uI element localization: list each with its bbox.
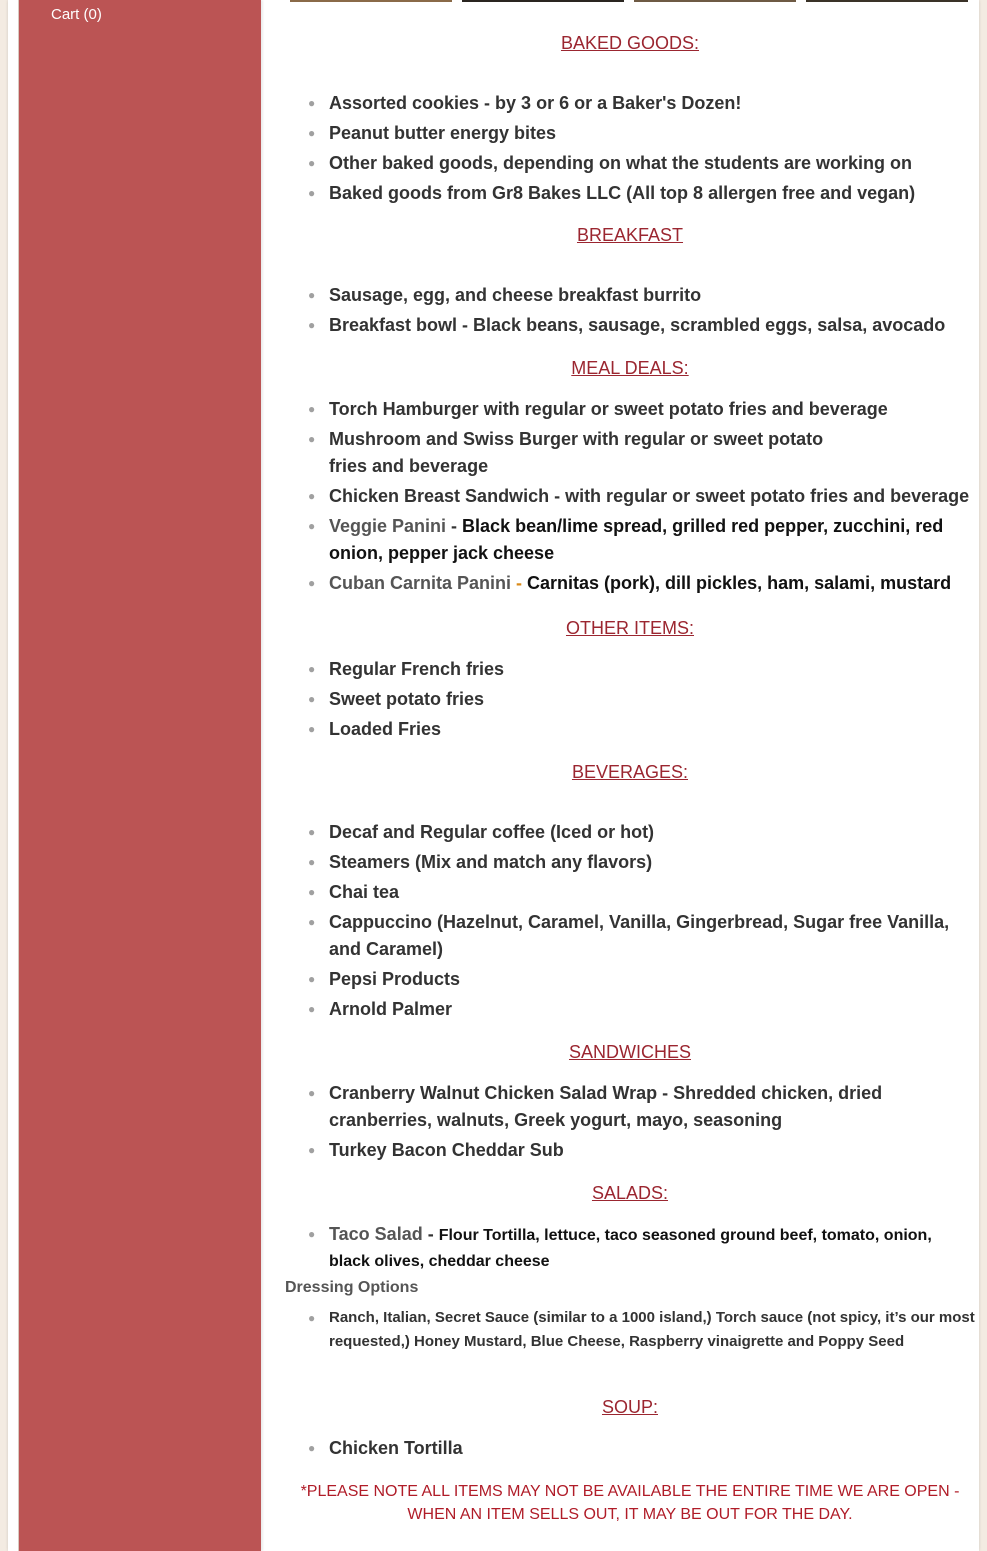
section-heading-beverages: BEVERAGES:: [571, 762, 689, 782]
list-item: ● Cappuccino (Hazelnut, Caramel, Vanilla, Gingerbread, Sugar free Vanilla, and Caramel): [308, 912, 950, 959]
breakfast-list: [285, 282, 975, 342]
list-item: ● Peanut butter energy bites: [308, 123, 557, 143]
cart-link[interactable]: Cart (0): [51, 6, 102, 23]
sidebar: [18, 0, 261, 1551]
list-item: ● Chicken Breast Sandwich - with regular or sweet potato fries and beverage: [308, 486, 970, 506]
list-item: ● Baked goods from Gr8 Bakes LLC (All top 8 allergen free and vegan): [308, 183, 916, 203]
list-item: ● Cuban Carnita Panini - Carnitas (pork), dill pickles, ham, salami, mustard: [308, 573, 952, 593]
list-item: ● Sweet potato fries: [308, 689, 485, 709]
thumbnail-image[interactable]: [462, 0, 624, 2]
section-heading-sandwiches: SANDWICHES: [568, 1042, 691, 1062]
section-heading-baked-goods: BAKED GOODS:: [560, 33, 700, 53]
section-heading-breakfast: BREAKFAST: [576, 225, 684, 245]
dressing-options-list: [285, 1306, 975, 1357]
list-item: ● Taco Salad - Flour Tortilla, lettuce, taco seasoned ground beef, tomato, onion, black olives, cheddar cheese: [308, 1224, 932, 1270]
thumbnail-image[interactable]: [290, 0, 452, 2]
list-item: ● Other baked goods, depending on what the students are working on: [308, 153, 913, 173]
list-item: ● Chicken Tortilla: [308, 1438, 463, 1458]
list-item: ● Cranberry Walnut Chicken Salad Wrap - Shredded chicken, dried cranberries, walnuts, Greek yogurt, mayo, seasoning: [308, 1083, 883, 1130]
soup-list: [285, 1435, 975, 1465]
thumbnail-image[interactable]: [806, 0, 968, 2]
salads-list: [285, 1222, 975, 1277]
list-item: ● Veggie Panini - Black bean/lime spread, grilled red pepper, zucchini, red onion, pepper jack cheese: [308, 516, 944, 563]
list-item: ● Mushroom and Swiss Burger with regular or sweet potato fries and beverage: [308, 429, 824, 476]
thumbnail-image[interactable]: [634, 0, 796, 2]
image-strip: [290, 0, 970, 2]
list-item: ● Chai tea: [308, 882, 400, 902]
beverages-list: [285, 819, 975, 1026]
list-item: ● Turkey Bacon Cheddar Sub: [308, 1140, 564, 1160]
dressing-options-label: Dressing Options: [285, 1279, 419, 1296]
baked-goods-list: [285, 90, 975, 210]
meal-deals-list: [285, 396, 975, 600]
list-item: ● Regular French fries: [308, 659, 505, 679]
other-items-list: [285, 656, 975, 746]
list-item: ● Ranch, Italian, Secret Sauce (similar to a 1000 island,) Torch sauce (not spicy, it’s our most requested,) Honey Mustard, Blue Cheese, Raspberry vinaigrette and Poppy Seed: [308, 1309, 975, 1350]
section-heading-soup: SOUP:: [601, 1397, 658, 1417]
section-heading-other-items: OTHER ITEMS:: [565, 618, 694, 638]
section-heading-meal-deals: MEAL DEALS:: [571, 358, 689, 378]
list-item: ● Arnold Palmer: [308, 999, 453, 1019]
list-item: ● Steamers (Mix and match any flavors): [308, 852, 653, 872]
list-item: ● Decaf and Regular coffee (Iced or hot): [308, 822, 655, 842]
list-item: ● Torch Hamburger with regular or sweet potato fries and beverage: [308, 399, 888, 419]
list-item: ● Pepsi Products: [308, 969, 461, 989]
list-item: ● Loaded Fries: [308, 719, 442, 739]
list-item: ● Breakfast bowl - Black beans, sausage, scrambled eggs, salsa, avocado: [308, 315, 946, 335]
availability-note: *PLEASE NOTE ALL ITEMS MAY NOT BE AVAILABLE THE ENTIRE TIME WE ARE OPEN - WHEN AN ITEM SELLS OUT, IT MAY BE OUT FOR THE DAY.: [300, 1483, 960, 1523]
section-heading-salads: SALADS:: [591, 1183, 669, 1203]
list-item: ● Assorted cookies - by 3 or 6 or a Baker's Dozen!: [308, 93, 742, 113]
list-item: ● Sausage, egg, and cheese breakfast burrito: [308, 285, 702, 305]
sandwiches-list: [285, 1080, 975, 1167]
